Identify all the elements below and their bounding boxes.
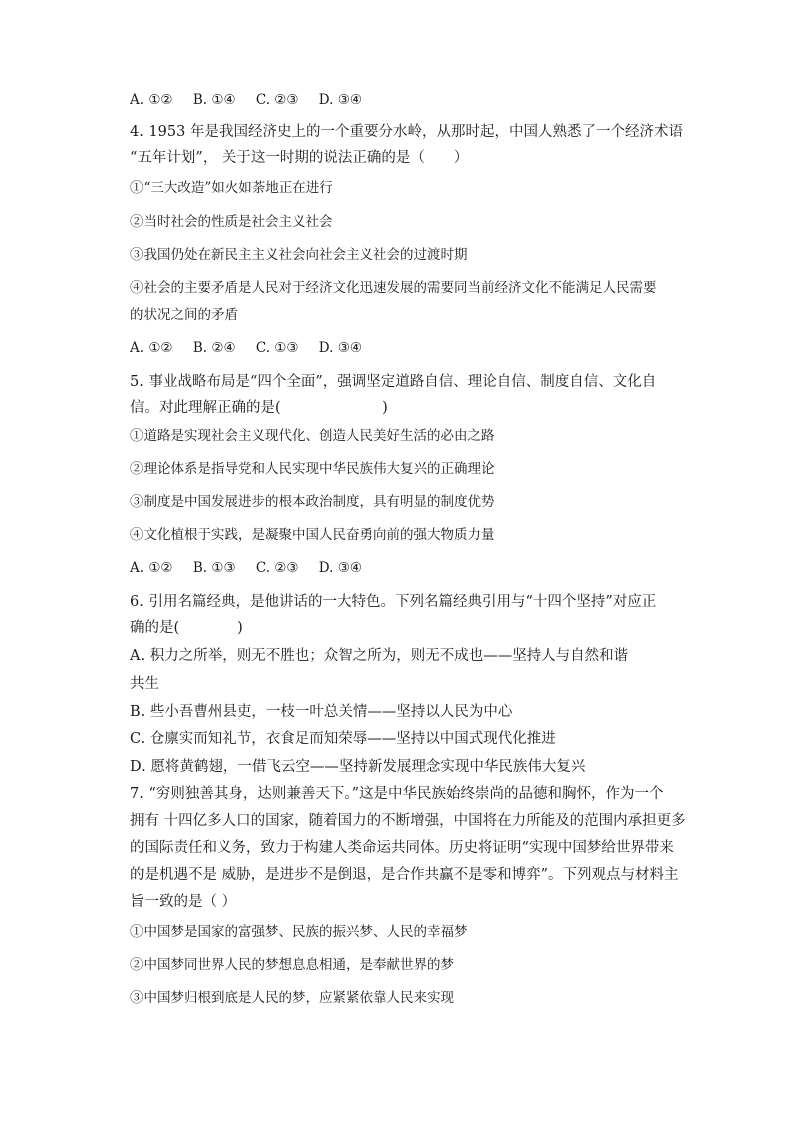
q5-option-d: D. ③④ (318, 560, 362, 576)
q4-item-2: ②当时社会的性质是社会主义社会 (130, 214, 333, 230)
q7-item-1: ①中国梦是国家的富强梦、民族的振兴梦、人民的幸福梦 (130, 924, 468, 940)
q6-option-b: B. 些小吾曹州县吏，一枝一叶总关情——坚持以人民为中心 (130, 704, 513, 720)
q6-option-a-line2: 共生 (130, 676, 159, 692)
q6-stem-line2: 确的是( ) (130, 620, 243, 636)
q4-option-b: B. ②④ (192, 340, 236, 356)
q3-option-d: D. ③④ (318, 92, 362, 108)
q6-option-c: C. 仓廪实而知礼节，衣食足而知荣辱——坚持以中国式现代化推进 (130, 731, 556, 747)
q4-stem-line1: 4. 1953 年是我国经济史上的一个重要分水岭，从那时起，中国人熟悉了一个经济术语 (130, 124, 683, 140)
q3-option-b: B. ①④ (192, 92, 236, 108)
q5-stem-line1: 5. 事业战略布局是“四个全面”，强调坚定道路自信、理论自信、制度自信、文化自 (130, 374, 657, 390)
q4-stem-line2: “五年计划”， 关于这一时期的说法正确的是（ ） (130, 150, 469, 166)
q4-item-1: ①“三大改造”如火如荼地正在进行 (130, 180, 333, 196)
q7-stem-line1: 7. “穷则独善其身，达则兼善天下。”这是中华民族始终崇尚的品德和胸怀，作为一个 (130, 786, 664, 802)
q7-stem-line2: 拥有 十四亿多人口的国家，随着国力的不断增强，中国将在力所能及的范围内承担更多 (130, 813, 686, 829)
q5-option-c: C. ②③ (255, 560, 299, 576)
q5-item-4: ④文化植根于实践，是凝聚中国人民奋勇向前的强大物质力量 (130, 527, 495, 543)
q4-item-3: ③我国仍处在新民主主义社会向社会主义社会的过渡时期 (130, 247, 468, 263)
q7-item-3: ③中国梦归根到底是人民的梦，应紧紧依靠人民来实现 (130, 990, 454, 1006)
q5-option-b: B. ①③ (192, 560, 236, 576)
q3-option-a: A. ①② (130, 92, 173, 108)
q4-options (130, 338, 362, 358)
q7-item-2: ②中国梦同世界人民的梦想息息相通，是奉献世界的梦 (130, 957, 454, 973)
q3-options (130, 90, 362, 110)
q4-item-4: ④社会的主要矛盾是人民对于经济文化迅速发展的需要同当前经济文化不能满足人民需要 (130, 280, 657, 296)
q5-option-a: A. ①② (130, 560, 173, 576)
q5-item-2: ②理论体系是指导党和人民实现中华民族伟大复兴的正确理论 (130, 461, 495, 477)
q4-item-4-cont: 的状况之间的矛盾 (130, 307, 238, 323)
q4-option-a: A. ①② (130, 340, 173, 356)
q3-option-c: C. ②③ (255, 92, 299, 108)
q5-item-1: ①道路是实现社会主义现代化、创造人民美好生活的必由之路 (130, 428, 495, 444)
q7-stem-line4: 的是机遇不是 威胁，是进步不是倒退，是合作共赢不是零和博弈”。下列观点与材料主 (130, 867, 679, 883)
q4-option-d: D. ③④ (318, 340, 362, 356)
q7-stem-line3: 的国际责任和义务，致力于构建人类命运共同体。历史将证明“实现中国梦给世界带来 (130, 840, 674, 856)
q4-option-c: C. ①③ (255, 340, 299, 356)
q5-item-3: ③制度是中国发展进步的根本政治制度，具有明显的制度优势 (130, 494, 495, 510)
q6-option-d: D. 愿将黄鹤翅，一借飞云空——坚持新发展理念实现中华民族伟大复兴 (130, 759, 586, 775)
q6-option-a-line1: A. 积力之所举，则无不胜也；众智之所为，则无不成也——坚持人与自然和谐 (130, 648, 629, 664)
q7-stem-line5: 旨一致的是（ ） (130, 894, 237, 910)
q5-options (130, 558, 362, 578)
q6-stem-line1: 6. 引用名篇经典，是他讲话的一大特色。下列名篇经典引用与“十四个坚持”对应正 (130, 594, 657, 610)
q5-stem-line2: 信。对此理解正确的是( ) (130, 400, 388, 416)
